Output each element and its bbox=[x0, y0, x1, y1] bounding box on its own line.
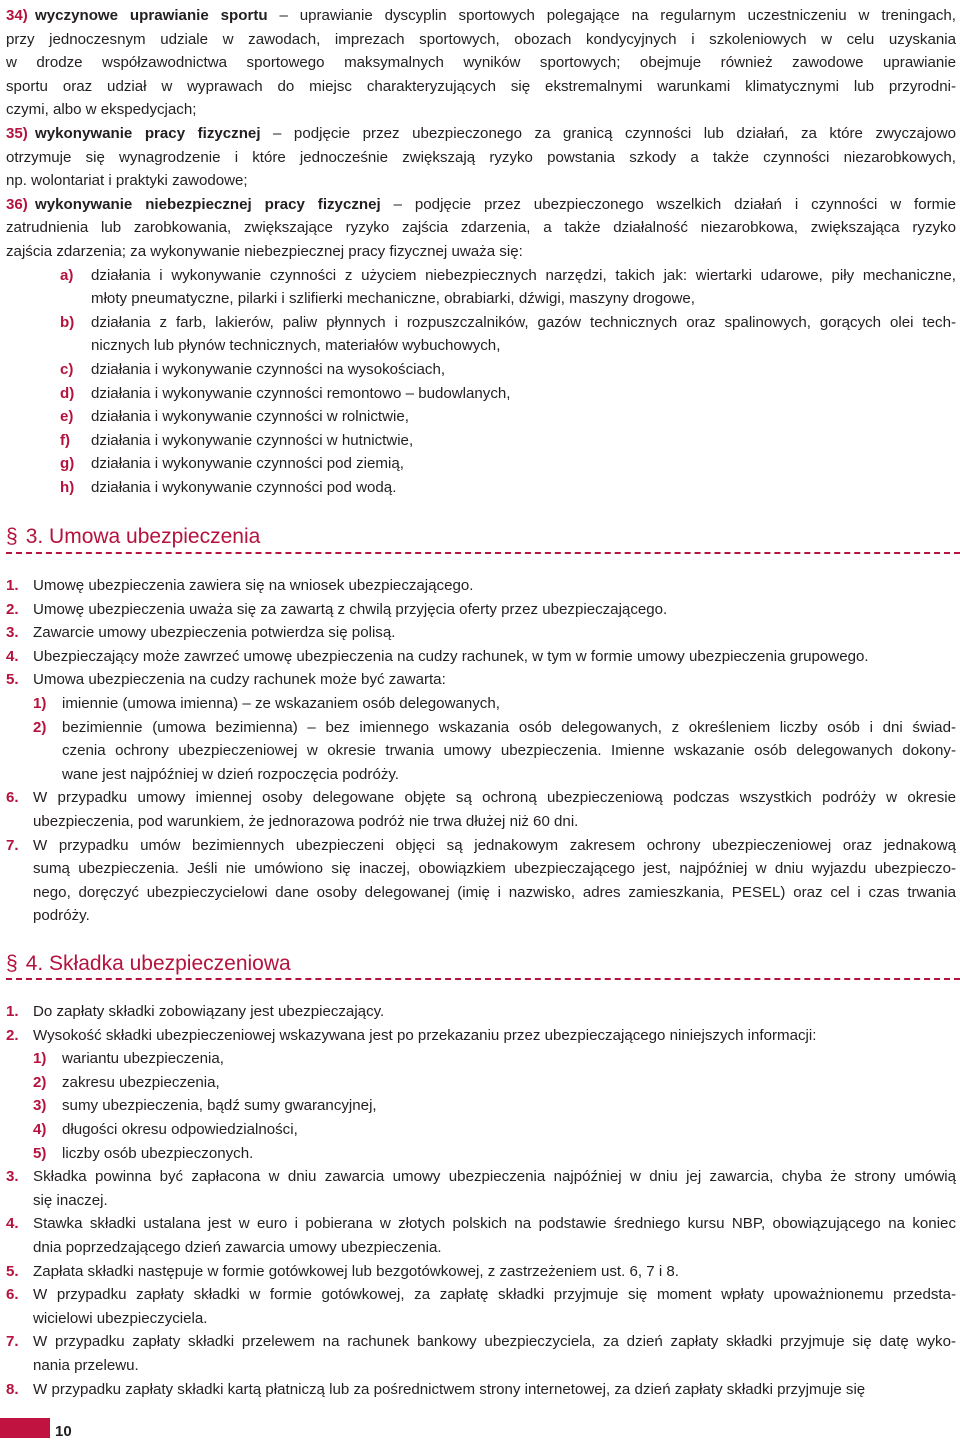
sub-item-letter: f) bbox=[60, 431, 71, 449]
sub-clause-text: bezimiennie (umowa bezimienna) – bez imiennego wskazania osób delegowanych, z określeniem liczby osób i dni świad- bbox=[62, 718, 956, 736]
definition-term: wyczynowe uprawianie sportu bbox=[35, 7, 268, 24]
sub-item-letter: c) bbox=[60, 360, 74, 378]
section-4-divider bbox=[6, 978, 960, 980]
definition-line bbox=[6, 28, 956, 52]
definition-term: wykonywanie niebezpiecznej pracy fizycznej bbox=[35, 195, 381, 213]
paragraph-symbol-icon: § bbox=[6, 952, 18, 975]
clause-text: Stawka składki ustalana jest w euro i pobierana w złotych polskich na podstawie średniego kursu NBP, obowiązującego na koniec bbox=[33, 1215, 956, 1233]
sub-item-text: działania i wykonywanie czynności z użyciem niebezpiecznych narzędzi, takich jak: wiertarki udarowe, piły mechaniczne, bbox=[91, 266, 956, 284]
clause-text: W przypadku zapłaty składki w formie gotówkowej, za zapłatę składki przyjmuje się moment wpłaty upoważnionemu przedsta- bbox=[33, 1286, 956, 1304]
sub-clause-text: zakresu ubezpieczenia, bbox=[62, 1073, 220, 1091]
sub-clause-text: czenia ochrony ubezpieczeniowej w okresie trwania umowy ubezpieczenia. Imienne wskazanie osób delegowanych dokony- bbox=[62, 742, 956, 760]
sub-item-text: działania i wykonywanie czynności w hutnictwie, bbox=[91, 431, 414, 449]
sub-item-letter: d) bbox=[60, 384, 75, 402]
clause-text: W przypadku umowy imiennej osoby delegowane objęte są ochroną ubezpieczeniową podczas wszystkich podróży w okresie bbox=[33, 789, 956, 807]
clause-line bbox=[6, 574, 956, 598]
sub-clause-line bbox=[6, 692, 956, 716]
sub-item-letter: e) bbox=[60, 408, 74, 426]
clause-number: 2. bbox=[6, 600, 19, 618]
clause-line bbox=[6, 1212, 956, 1236]
clause-number: 3. bbox=[6, 1168, 19, 1186]
sub-clause-text: imiennie (umowa imienna) – ze wskazaniem osób delegowanych, bbox=[62, 694, 500, 712]
clause-line bbox=[6, 598, 956, 622]
section-4-body bbox=[6, 1000, 956, 1401]
clause-number: 1. bbox=[6, 577, 19, 594]
definition-text: – podjęcie przez ubezpieczonego za granicą czynności lub działań, za które zwyczajowo bbox=[260, 124, 956, 142]
sub-item-text: działania i wykonywanie czynności na wysokościach, bbox=[91, 360, 446, 378]
clause-text: Zapłata składki następuje w formie gotówkowej lub bezgotówkowej, z zastrzeżeniem ust. 6, 7 i 8. bbox=[33, 1262, 679, 1280]
clause-number: 7. bbox=[6, 1333, 19, 1351]
definition-text: przy jednoczesnym udziale w zawodach, imprezach sportowych, obozach kondycyjnych i szkoleniowych w celu uzyskania bbox=[6, 30, 956, 48]
clause-number: 4. bbox=[6, 1215, 19, 1233]
sub-item-line bbox=[6, 311, 956, 335]
clause-number: 5. bbox=[6, 1262, 19, 1280]
sub-item-line bbox=[6, 334, 956, 358]
sub-clause-line bbox=[6, 1071, 956, 1095]
clause-line bbox=[6, 810, 956, 834]
definition-text: – podjęcie przez ubezpieczonego wszelkich działań i czynności w formie bbox=[380, 195, 956, 213]
sub-item-line bbox=[6, 405, 956, 429]
sub-item-text: młoty pneumatyczne, pilarki i szlifierki mechaniczne, obrabiarki, dźwigi, maszyny drogowe, bbox=[91, 290, 695, 308]
clause-text: Składka powinna być zapłacona w dniu zawarcia umowy ubezpieczenia najpóźniej w dniu jej zawarcia, chyba że strony umówią bbox=[33, 1168, 956, 1186]
definition-number: 35) bbox=[6, 124, 28, 142]
definition-line bbox=[6, 122, 956, 146]
sub-clause-line bbox=[6, 1047, 956, 1071]
sub-clause-text: wariantu ubezpieczenia, bbox=[62, 1050, 224, 1068]
clause-line bbox=[6, 1189, 956, 1213]
clause-number: 7. bbox=[6, 836, 19, 854]
clause-text: podróży. bbox=[33, 907, 90, 925]
sub-item-line bbox=[6, 382, 956, 406]
clause-number: 4. bbox=[6, 647, 19, 665]
definition-text: sportu oraz udział w wyprawach do miejsc charakteryzujących się ekstremalnymi warunkami klimatycznymi lub przyrodni- bbox=[6, 77, 956, 95]
clause-text: Umowa ubezpieczenia na cudzy rachunek może być zawarta: bbox=[33, 671, 446, 689]
sub-item-line bbox=[6, 287, 956, 311]
definition-text: otrzymuje się wynagrodzenie i które jednocześnie zwiększają ryzyko powstania szkody a także czynności niezarobkowych, bbox=[6, 148, 956, 166]
clause-text: Do zapłaty składki zobowiązany jest ubezpieczający. bbox=[33, 1003, 385, 1020]
clause-line bbox=[6, 1330, 956, 1354]
sub-item-text: działania i wykonywanie czynności pod ziemią, bbox=[91, 455, 404, 473]
clause-text: Zawarcie umowy ubezpieczenia potwierdza się polisą. bbox=[33, 624, 396, 642]
clause-line bbox=[6, 857, 956, 881]
clause-text: Umowę ubezpieczenia zawiera się na wniosek ubezpieczającego. bbox=[33, 577, 474, 594]
section-3-divider bbox=[6, 552, 960, 554]
definition-number: 34) bbox=[6, 7, 28, 24]
clause-text: sumą ubezpieczenia. Jeśli nie umówiono się inaczej, obowiązkiem ubezpieczającego jest, najpóźniej w dniu wyjazdu ubezpieczo- bbox=[33, 860, 956, 878]
definition-text: zatrudnienia lub zarobkowania, zwiększające ryzyko zajścia zdarzenia, a także działalność niezarobkowa, zwiększająca ryzyko bbox=[6, 219, 956, 237]
definition-text: – uprawianie dyscyplin sportowych polegające na regularnym uczestniczeniu w treningach, bbox=[267, 7, 956, 24]
clause-text: Ubezpieczający może zawrzeć umowę ubezpieczenia na cudzy rachunek, w tym w formie umowy ubezpieczenia grupowego. bbox=[33, 647, 869, 665]
sub-clause-line bbox=[6, 1142, 956, 1166]
sub-item-text: działania i wykonywanie czynności pod wodą. bbox=[91, 478, 397, 496]
clause-number: 3. bbox=[6, 624, 19, 642]
clause-text: W przypadku umów bezimiennych ubezpieczeni objęci są jednakowym zakresem ochrony ubezpieczeniowej oraz jednakową bbox=[33, 836, 956, 854]
clause-line bbox=[6, 1024, 956, 1048]
clause-line bbox=[6, 1000, 956, 1024]
clause-line bbox=[6, 786, 956, 810]
clause-line bbox=[6, 1354, 956, 1378]
clause-line bbox=[6, 1165, 956, 1189]
sub-clause-line bbox=[6, 1094, 956, 1118]
clause-text: ubezpieczenia, pod warunkiem, że jednorazowa podróż nie trwa dłużej niż 60 dni. bbox=[33, 812, 579, 830]
sub-clause-line bbox=[6, 739, 956, 763]
clause-line bbox=[6, 834, 956, 858]
clause-line bbox=[6, 1283, 956, 1307]
clause-line bbox=[6, 1307, 956, 1331]
clause-line bbox=[6, 668, 956, 692]
clause-number: 2. bbox=[6, 1026, 19, 1044]
definition-text: np. wolontariat i praktyki zawodowe; bbox=[6, 172, 248, 190]
sub-item-text: działania i wykonywanie czynności remontowo – budowlanych, bbox=[91, 384, 511, 402]
definition-line bbox=[6, 193, 956, 217]
sub-item-line bbox=[6, 452, 956, 476]
definition-line bbox=[6, 169, 956, 193]
clause-line bbox=[6, 1236, 956, 1260]
sub-clause-text: sumy ubezpieczenia, bądź sumy gwarancyjnej, bbox=[62, 1097, 377, 1115]
sub-clause-number: 5) bbox=[33, 1144, 47, 1162]
clause-number: 6. bbox=[6, 789, 19, 807]
clause-number: 5. bbox=[6, 671, 19, 689]
sub-item-line bbox=[6, 429, 956, 453]
sub-item-letter: b) bbox=[60, 313, 75, 331]
definition-term: wykonywanie pracy fizycznej bbox=[35, 124, 261, 142]
sub-clause-text: wane jest najpóźniej w dzień rozpoczęcia podróży. bbox=[62, 765, 399, 783]
sub-clause-text: liczby osób ubezpieczonych. bbox=[62, 1144, 254, 1162]
clause-line bbox=[6, 621, 956, 645]
clause-text: W przypadku zapłaty składki przelewem na rachunek bankowy ubezpieczyciela, za dzień zapłaty składki przyjmuje się datę wyko- bbox=[33, 1333, 956, 1351]
definition-line bbox=[6, 240, 956, 264]
section-4-heading bbox=[6, 951, 291, 977]
footer-accent-bar bbox=[0, 1418, 50, 1438]
clause-line bbox=[6, 881, 956, 905]
definition-line bbox=[6, 146, 956, 170]
definition-number: 36) bbox=[6, 195, 28, 213]
clause-text: wicielowi ubezpieczyciela. bbox=[33, 1309, 208, 1327]
clause-text: Umowę ubezpieczenia uważa się za zawartą z chwilą przyjęcia oferty przez ubezpieczającego. bbox=[33, 600, 668, 618]
definition-line bbox=[6, 75, 956, 99]
sub-clause-number: 2) bbox=[33, 1073, 47, 1091]
sub-clause-number: 1) bbox=[33, 694, 47, 712]
clause-text: W przypadku zapłaty składki kartą płatniczą lub za pośrednictwem strony internetowej, za dzień zapłaty składki przyjmuje się bbox=[33, 1380, 866, 1398]
sub-clause-number: 4) bbox=[33, 1120, 47, 1138]
definition-line bbox=[6, 98, 956, 122]
definition-line bbox=[6, 216, 956, 240]
section-3-title: 3. Umowa ubezpieczenia bbox=[25, 525, 261, 548]
definition-line bbox=[6, 4, 956, 28]
definition-text: czymi, albo w ekspedycjach; bbox=[6, 101, 197, 119]
sub-clause-line bbox=[6, 716, 956, 740]
definition-line bbox=[6, 51, 956, 75]
sub-item-text: nicznych lub płynów technicznych, materiałów wybuchowych, bbox=[91, 337, 501, 355]
sub-item-letter: h) bbox=[60, 478, 75, 496]
sub-item-line bbox=[6, 358, 956, 382]
clause-number: 8. bbox=[6, 1380, 19, 1398]
definitions-block bbox=[6, 4, 956, 499]
clause-text: Wysokość składki ubezpieczeniowej wskazywana jest po przekazaniu przez ubezpieczającego niniejszych informacji: bbox=[33, 1026, 817, 1044]
sub-item-text: działania z farb, lakierów, paliw płynnych i rozpuszczalników, gazów technicznych oraz spalinowych, gorących olei tech- bbox=[91, 313, 956, 331]
section-4-title: 4. Składka ubezpieczeniowa bbox=[25, 952, 291, 975]
sub-clause-text: długości okresu odpowiedzialności, bbox=[62, 1120, 298, 1138]
sub-item-letter: g) bbox=[60, 455, 75, 473]
sub-item-text: działania i wykonywanie czynności w rolnictwie, bbox=[91, 408, 409, 426]
sub-item-line bbox=[6, 476, 956, 500]
sub-item-letter: a) bbox=[60, 266, 74, 284]
clause-number: 6. bbox=[6, 1286, 19, 1304]
clause-line bbox=[6, 904, 956, 928]
clause-line bbox=[6, 1260, 956, 1284]
sub-item-line bbox=[6, 264, 956, 288]
sub-clause-number: 1) bbox=[33, 1050, 47, 1068]
definition-text: zajścia zdarzenia; za wykonywanie niebezpiecznej pracy fizycznej uważa się: bbox=[6, 242, 523, 260]
section-3-body bbox=[6, 574, 956, 928]
sub-clause-line bbox=[6, 763, 956, 787]
clause-text: nania przelewu. bbox=[33, 1356, 139, 1374]
clause-text: nego, doręczyć ubezpieczycielowi dane osoby delegowanej (imię i nazwisko, adres zamieszkania, PESEL) oraz cel i czas trwania bbox=[33, 883, 956, 901]
clause-line bbox=[6, 645, 956, 669]
clause-text: dnia poprzedzającego dzień zawarcia umowy ubezpieczenia. bbox=[33, 1238, 442, 1256]
clause-text: się inaczej. bbox=[33, 1191, 108, 1209]
sub-clause-number: 2) bbox=[33, 718, 47, 736]
sub-clause-line bbox=[6, 1118, 956, 1142]
sub-clause-number: 3) bbox=[33, 1097, 47, 1115]
page-number: 10 bbox=[55, 1423, 72, 1440]
clause-number: 1. bbox=[6, 1003, 19, 1020]
section-3-heading bbox=[6, 524, 260, 550]
definition-text: w drodze współzawodnictwa sportowego maksymalnych wyników sportowych; obejmuje również zawodowe uprawianie bbox=[6, 54, 956, 72]
paragraph-symbol-icon: § bbox=[6, 525, 18, 548]
clause-line bbox=[6, 1378, 956, 1402]
